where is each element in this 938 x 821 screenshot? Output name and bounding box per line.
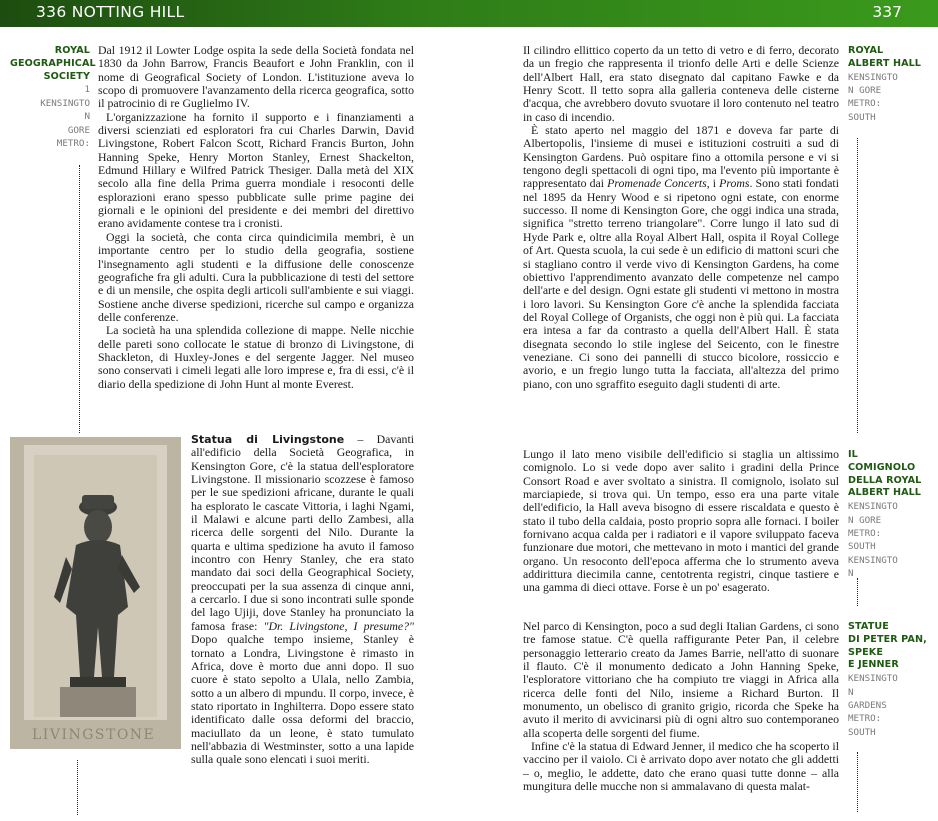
paragraph: L'organizzazione ha fornito il supporto e i finanziamenti a diversi scienziati ed esploratori fra cui Charles Darwin, David Livingstone, Robert Falcon Scott, Richard Francis Burton, John Hanning Speke, Henry Morton Stanley, Ernest Shackelton, Edmund Hillary e Wilfred Patrick Thesiger. Dalla metà del XIX secolo alla fine della Prima guerra mondiale i resoconti delle esplorazioni erano spesso pubblicate sulle prime pagine dei giornali e le opinioni del presidente e dei membri del direttivo erano avidamente contese tra i cronisti. [98,109,414,231]
address-line: N GORE [848,85,882,96]
sidebar-title-line: DELLA ROYAL [848,474,922,486]
address-line: METRO: [848,98,882,110]
sidebar-royal-geographical-society [10,45,96,150]
royal-geographical-society-text [98,44,414,391]
sidebar-address [848,500,928,580]
sidebar-title-line: SOCIETY [43,70,90,82]
statue-illustration [10,437,181,749]
address-line: METRO: [56,138,90,150]
address-line: METRO: [848,528,882,539]
text-part: È stato aperto nel maggio del 1871 e doveva far parte di Albertopolis, l'insieme di musei e istituzioni costruiti a sud di Kensington Gardens. Può ospitare fino a ottomila persone e vi si tengono degli spettacoli di ogni tipo, ma l'evento più importante è rappresentato dai [523,123,839,191]
livingstone-statue-text [191,433,414,767]
page-number-left: 336 [36,3,67,21]
text-emphasis: Promenade Concerts [607,176,707,191]
paragraph: Dal 1912 il Lowter Lodge ospita la sede della Società fondata nel 1830 da John Barrow, Francis Beaufort e John Franklin, con il nome di Geografical Society of London. L'istituzione aveva lo scopo di promuovere l'avanzamento della ricerca geografica, sotto il patrocinio di re Guglielmo IV. [98,43,414,111]
chimney-text [523,448,839,595]
address-line: N [848,686,854,698]
running-head-left [36,3,184,21]
sidebar-title [10,45,96,83]
paragraph: Oggi la società, che conta circa quindicimila membri, è un importante centro per lo studio della geografia, sostiene l'insegnamento agli studenti e la diffusione delle conoscenze geografiche fra gli adulti. Cura la pubblicazione di testi del settore e di un mensile, che ospita degli articoli sull'ambiente e sui viaggi. Sostiene anche diverse spedizioni, ricerche sul campo e organizza delle conferenze. [98,229,414,324]
text-part: , i [706,176,720,191]
paragraph: La società ha una splendida collezione di mappe. Nelle nicchie delle pareti sono collocate le statue di bronzo di Livingstone, di Shackleton, di Huxley-Jones e del sergente Jagger. Nel museo sono conservati i cimeli legati alle loro imprese e, fra di essi, c'è il diario della spedizione di John Hunt al monte Everest. [98,323,414,391]
address-line: SOUTH [848,726,876,738]
sidebar-title-line: ALBERT HALL [848,487,922,499]
page-header-bar [0,0,938,27]
sidebar-title-line: ROYAL [54,45,90,56]
statues-text [523,620,839,793]
sidebar-royal-albert-hall [848,45,928,124]
paragraph: Infine c'è la statua di Edward Jenner, il medico che ha scoperto il vaccino per il vaiolo. Ci è arrivato dopo aver notato che gli addetti – o, meglio, le addette, dato che erano quasi tutte donne – alla mungitura delle mucche non si ammalavano di questa malat- [523,739,839,794]
sidebar-title-line: ROYAL [848,45,884,56]
address-line: KENSINGTO [848,501,898,513]
sidebar-dotted-rule [79,165,80,433]
section-title: NOTTING HILL [71,3,185,21]
address-line: SOUTH [848,541,876,553]
sidebar-title [848,621,928,672]
sidebar-title-line: ALBERT HALL [848,57,922,69]
sidebar-title-line: DI PETER PAN, [848,633,927,645]
address-line: GORE [67,124,90,136]
address-line: KENSINGTO [848,554,898,566]
address-line: N [84,111,90,123]
statue-quote: "Dr. Livingstone, I presume?" [263,618,414,633]
sidebar-title [848,449,928,500]
sidebar-dotted-rule [857,578,858,606]
address-line: SOUTH [848,111,876,123]
statue-text-part: Dopo qualche tempo insieme, Stanley è tornato a Londra, Livingstone è rimasto in Africa, dove è morto due anni dopo. Il suo cuore è stato sepolto a Ulala, nello Zambia, sotto a un albero di mpundu. Il corpo, invece, è stato riportato in Inghilterra. Dopo essere stato identificato dalle ossa deformi del braccio, maciullato da un leone, è stato tumulato nell'abbazia di Westminster, sotto a una lapide sulla quale sono elencati i suoi meriti. [191,632,414,767]
statue-heading: Statua di Livingstone [191,433,345,446]
address-line: N [848,568,854,580]
statue-dotted-rule [77,760,78,815]
sidebar-statues [848,621,928,739]
sidebar-dotted-rule [857,752,858,812]
paragraph: Nel parco di Kensington, poco a sud degli Italian Gardens, ci sono tre famose statue. C'è quella raffigurante Peter Pan, il celebre personaggio letterario creato da James Barrie, nell'atto di suonare il flauto. C'è il monumento dedicato a John Hanning Speke, l'esploratore vittoriano che ha compiuto tre viaggi in Africa alla ricerca delle fonti del Nilo, insieme a Richard Burton. Il monumento, un obelisco di granito grigio, ricorda che Speke ha avuto il merito di avvicinarsi più di ogni altro suo contemporaneo alla scoperta delle sorgenti del fiume. [523,619,839,740]
paragraph: Lungo il lato meno visibile dell'edificio si staglia un altissimo comignolo. Lo si vede dopo aver salito i gradini della Prince Consort Road e aver svoltato a sinistra. Il comignolo, isolato sul marciapiede, si trova qui. Un tempo, esso era una parte vitale dell'edificio, la Hall aveva bisogno di essere riscaldata e questo è stato il tubo della caldaia, posto proprio sopra alle fornaci. I boiler fornivano acqua calda per i radiatori e il vapore sviluppato faceva funzionare due motori, che mettevano in moto i mantici del grande organo. Un resoconto dell'epoca afferma che lo strumento aveva addirittura diecimila canne, centotrenta registri, cinque tastiere e una gamma di dieci ottave. Forse è un po' esagerato. [523,447,839,595]
sidebar-title-line: STATUE [848,621,889,632]
sidebar-title-line: E JENNER [848,659,899,671]
address-line: KENSINGTO [848,71,898,83]
photo-caption: LIVINGSTONE [32,727,156,743]
sidebar-chimney [848,449,928,581]
address-line: N GORE [848,514,882,526]
paragraph [191,433,414,767]
paragraph [523,124,839,391]
address-line: METRO: [848,713,882,725]
page-number-right: 337 [872,3,902,21]
sidebar-title [848,45,928,71]
sidebar-address [10,83,90,150]
address-line: KENSINGTO [848,673,898,685]
paragraph: Il cilindro ellittico coperto da un tetto di vetro e di ferro, decorato da un fregio che rappresenta il trionfo delle Arti e delle Scienze dell'Albert Hall, era stato disegnato dal capitano Fawke e da Henry Scott. Il tetto sopra alla galleria conteneva delle cisterne d'acqua, che avrebbero dovuto svuotare il loro contenuto nel teatro in caso di incendio. [523,43,839,124]
text-emphasis: Proms [719,176,750,191]
text-part: . Sono stati fondati nel 1895 da Henry Wood e si ripetono ogni estate, con enorme successo. Il nome di Kensington Gore, che oggi indica una strada, significa "stretto terreno triangolare". Corre lungo il lato sud di Hyde Park e, oltre alla Royal Albert Hall, ospita il Royal College of Art. Questa scuola, la cui sede è un edificio di mattoni scuri che si stagliano contro il verde vivo di Kensington Gardens, ha come obiettivo l'apprendimento avanzato delle competenze nel campo dell'arte e del design. Ogni estate gli studenti vi mettono in mostra i loro lavori. Su Kensington Gore c'è anche la splendida facciata del Royal College of Organists, che oggi non è più qui. La facciata era intesa a far da contrasto a quella dell'Albert Hall. È stata disegnata secondo lo stile inglese del Seicento, con le finestre veneziane. Ci sono dei pannelli di stucco bicolore, rossiccio e avorio, e un fregio lungo tutta la facciata, all'altezza del primo piano, con uno sgraffito eseguito dagli studenti di arte. [523,176,839,391]
royal-albert-hall-text [523,44,839,391]
sidebar-title-line: GEOGRAPHICAL [10,57,96,69]
sidebar-dotted-rule [857,138,858,433]
address-line: GARDENS [848,700,887,711]
sidebar-address [848,71,928,125]
sidebar-title-line: SPEKE [848,646,883,658]
address-line: 1 [84,84,90,96]
sidebar-title-line: IL COMIGNOLO [848,449,916,473]
statue-text-part: – Davanti all'edificio della Società Geografica, in Kensington Gore, c'è la statua dell'esploratore Livingstone. Il missionario scozzese è famoso per le sue spedizioni africane, durante le quali ha esplorato le cascate Vittoria, i laghi Ngami, il Malawi e alcune parti dello Zambesi, alla ricerca delle sorgenti del Nilo. Durante la quarta e ultima spedizione ha avuto il famoso incontro con Henry Stanley, che era stato mandato dai soci della Geographical Society, preoccupati per la sua assenza di cinque anni, a cercarlo. I due si sono incontrati sulle sponde del lago Ujiji, dove Stanley ha pronunciato la famosa frase: [191,432,415,633]
address-line: KENSINGTO [40,97,90,109]
sidebar-address [848,672,928,739]
livingstone-statue-photo [10,437,181,749]
